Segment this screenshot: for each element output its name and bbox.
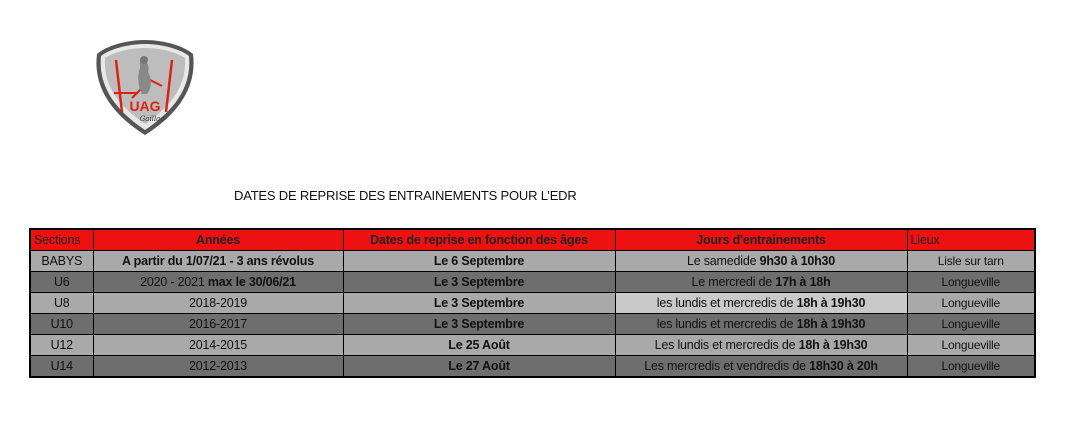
cell-annees: A partir du 1/07/21 - 3 ans révolus: [93, 251, 343, 272]
header-annees: Années: [93, 229, 343, 251]
cell-lieu: Lisle sur tarn: [907, 251, 1035, 272]
cell-date: Le 27 Août: [343, 356, 615, 378]
table-row: [30, 293, 1035, 314]
cell-section: U12: [30, 335, 93, 356]
cell-jours: les lundis et mercredis de 18h à 19h30: [615, 314, 907, 335]
table-row: [30, 335, 1035, 356]
cell-lieu: Longueville: [907, 314, 1035, 335]
cell-date: Le 3 Septembre: [343, 314, 615, 335]
cell-date: Le 25 Août: [343, 335, 615, 356]
cell-date: Le 6 Septembre: [343, 251, 615, 272]
cell-jours: Le samedide 9h30 à 10h30: [615, 251, 907, 272]
cell-date: Le 3 Septembre: [343, 272, 615, 293]
cell-lieu: Longueville: [907, 293, 1035, 314]
uag-logo: [92, 38, 198, 138]
cell-annees: 2012-2013: [93, 356, 343, 378]
schedule-table: [29, 228, 1036, 378]
cell-section: U8: [30, 293, 93, 314]
cell-lieu: Longueville: [907, 335, 1035, 356]
cell-annees: 2014-2015: [93, 335, 343, 356]
schedule-table-wrapper: [29, 228, 1036, 378]
cell-jours: les lundis et mercredis de 18h à 19h30: [615, 293, 907, 314]
cell-annees: 2018-2019: [93, 293, 343, 314]
table-row: [30, 251, 1035, 272]
cell-lieu: Longueville: [907, 272, 1035, 293]
table-header-row: [30, 229, 1035, 251]
table-row: [30, 314, 1035, 335]
page-title: DATES DE REPRISE DES ENTRAINEMENTS POUR L’EDR: [234, 188, 577, 203]
header-jours: Jours d'entrainements: [615, 229, 907, 251]
table-row: [30, 356, 1035, 378]
cell-jours: Le mercredi de 17h à 18h: [615, 272, 907, 293]
cell-annees: 2020 - 2021 max le 30/06/21: [93, 272, 343, 293]
cell-jours: Les lundis et mercredis de 18h à 19h30: [615, 335, 907, 356]
logo-subtext: Gaillac: [139, 115, 165, 123]
header-sections: Sections: [30, 229, 93, 251]
cell-section: U10: [30, 314, 93, 335]
header-lieux: Lieux: [907, 229, 1035, 251]
logo-text: UAG: [129, 98, 161, 114]
cell-section: BABYS: [30, 251, 93, 272]
table-row: [30, 272, 1035, 293]
header-dates: Dates de reprise en fonction des âges: [343, 229, 615, 251]
cell-section: U14: [30, 356, 93, 378]
cell-annees: 2016-2017: [93, 314, 343, 335]
cell-jours: Les mercredis et vendredis de 18h30 à 20h: [615, 356, 907, 378]
cell-date: Le 3 Septembre: [343, 293, 615, 314]
cell-section: U6: [30, 272, 93, 293]
cell-lieu: Longueville: [907, 356, 1035, 378]
